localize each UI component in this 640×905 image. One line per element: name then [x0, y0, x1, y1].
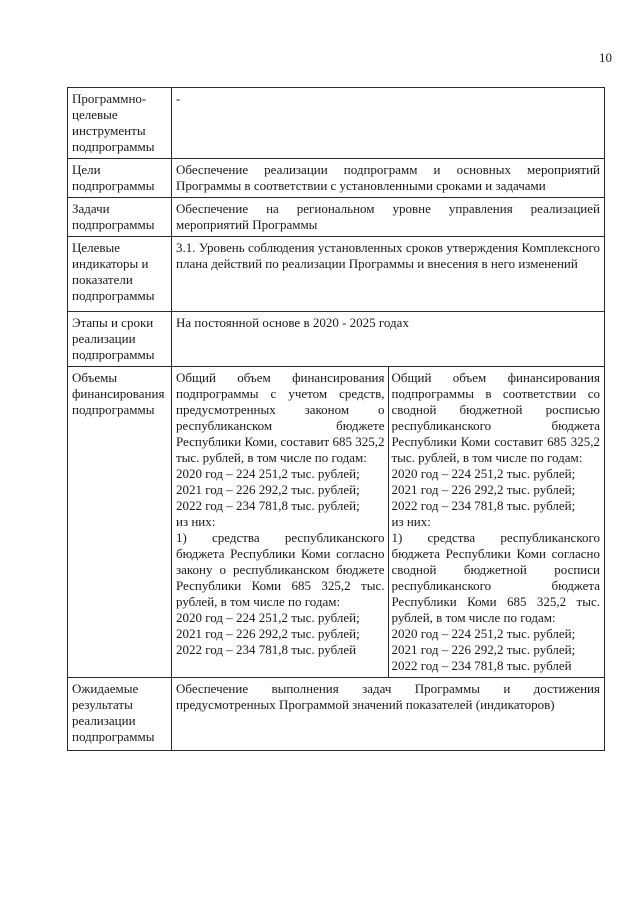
financing-from-label: из них:: [176, 514, 216, 529]
row-value: Обеспечение реализации подпрограмм и основных мероприятий Программы в соответствии с установленными сроками и задачами: [172, 159, 605, 198]
row-label: Цели подпрограммы: [68, 159, 172, 198]
financing-source-year: 2022 год – 234 781,8 тыс. рублей: [391, 658, 572, 673]
row-value: 3.1. Уровень соблюдения установленных сроков утверждения Комплексного плана действий по реализации Программы и внесения в него изменений: [172, 237, 605, 312]
financing-year: 2020 год – 224 251,2 тыс. рублей;: [176, 466, 360, 481]
financing-law-column: [176, 367, 389, 677]
financing-year: 2021 год – 226 292,2 тыс. рублей;: [176, 482, 360, 497]
subprogram-passport-table: [67, 87, 605, 751]
financing-from-label: из них:: [391, 514, 431, 529]
row-value: На постоянной основе в 2020 - 2025 годах: [172, 312, 605, 367]
financing-source-year: 2021 год – 226 292,2 тыс. рублей;: [391, 642, 576, 657]
row-label: Задачи подпрограммы: [68, 198, 172, 237]
row-label: Этапы и сроки реализации подпрограммы: [68, 312, 172, 367]
table-row: [68, 88, 605, 159]
row-value: Обеспечение на региональном уровне управления реализацией мероприятий Программы: [172, 198, 605, 237]
row-value: Обеспечение выполнения задач Программы и достижения предусмотренных Программой значений показателей (индикаторов): [172, 678, 605, 751]
financing-source-year: 2022 год – 234 781,8 тыс. рублей: [176, 642, 357, 657]
table-row: [68, 237, 605, 312]
financing-source: 1) средства республиканского бюджета Республики Коми согласно сводной бюджетной росписи республиканского бюджета Республики Коми 685 325,2 тыс. рублей, в том числе по годам:: [391, 530, 600, 625]
row-label: Программно-целевые инструменты подпрограммы: [68, 88, 172, 159]
page-number: 10: [599, 50, 612, 65]
financing-source-year: 2020 год – 224 251,2 тыс. рублей;: [176, 610, 360, 625]
table-row: [68, 678, 605, 751]
financing-source-year: 2021 год – 226 292,2 тыс. рублей;: [176, 626, 360, 641]
financing-intro: Общий объем финансирования подпрограммы с учетом средств, предусмотренных законом о республиканском бюджете Республики Коми, составит 685 325,2 тыс. рублей, в том числе по годам:: [176, 370, 385, 465]
table-row: [68, 198, 605, 237]
row-label: Ожидаемые результаты реализации подпрограммы: [68, 678, 172, 751]
financing-year: 2022 год – 234 781,8 тыс. рублей;: [391, 498, 576, 513]
financing-intro: Общий объем финансирования подпрограммы в соответствии со сводной бюджетной росписью республиканского бюджета Республики Коми составит 685 325,2 тыс. рублей, в том числе по годам:: [391, 370, 600, 465]
table-row: [68, 367, 605, 678]
financing-split: [176, 367, 600, 677]
financing-year: 2021 год – 226 292,2 тыс. рублей;: [391, 482, 576, 497]
financing-year: 2022 год – 234 781,8 тыс. рублей;: [176, 498, 360, 513]
financing-source: 1) средства республиканского бюджета Республики Коми согласно закону о республиканском бюджете Республики Коми 685 325,2 тыс. рублей, в том числе по годам:: [176, 530, 385, 609]
row-value: -: [172, 88, 605, 159]
row-label: Объемы финансирования подпрограммы: [68, 367, 172, 678]
table-row: [68, 312, 605, 367]
table-row: [68, 159, 605, 198]
financing-year: 2020 год – 224 251,2 тыс. рублей;: [391, 466, 576, 481]
financing-source-year: 2020 год – 224 251,2 тыс. рублей;: [391, 626, 576, 641]
row-label: Целевые индикаторы и показатели подпрограммы: [68, 237, 172, 312]
financing-cell: [172, 367, 605, 678]
financing-budget-column: [389, 367, 601, 677]
